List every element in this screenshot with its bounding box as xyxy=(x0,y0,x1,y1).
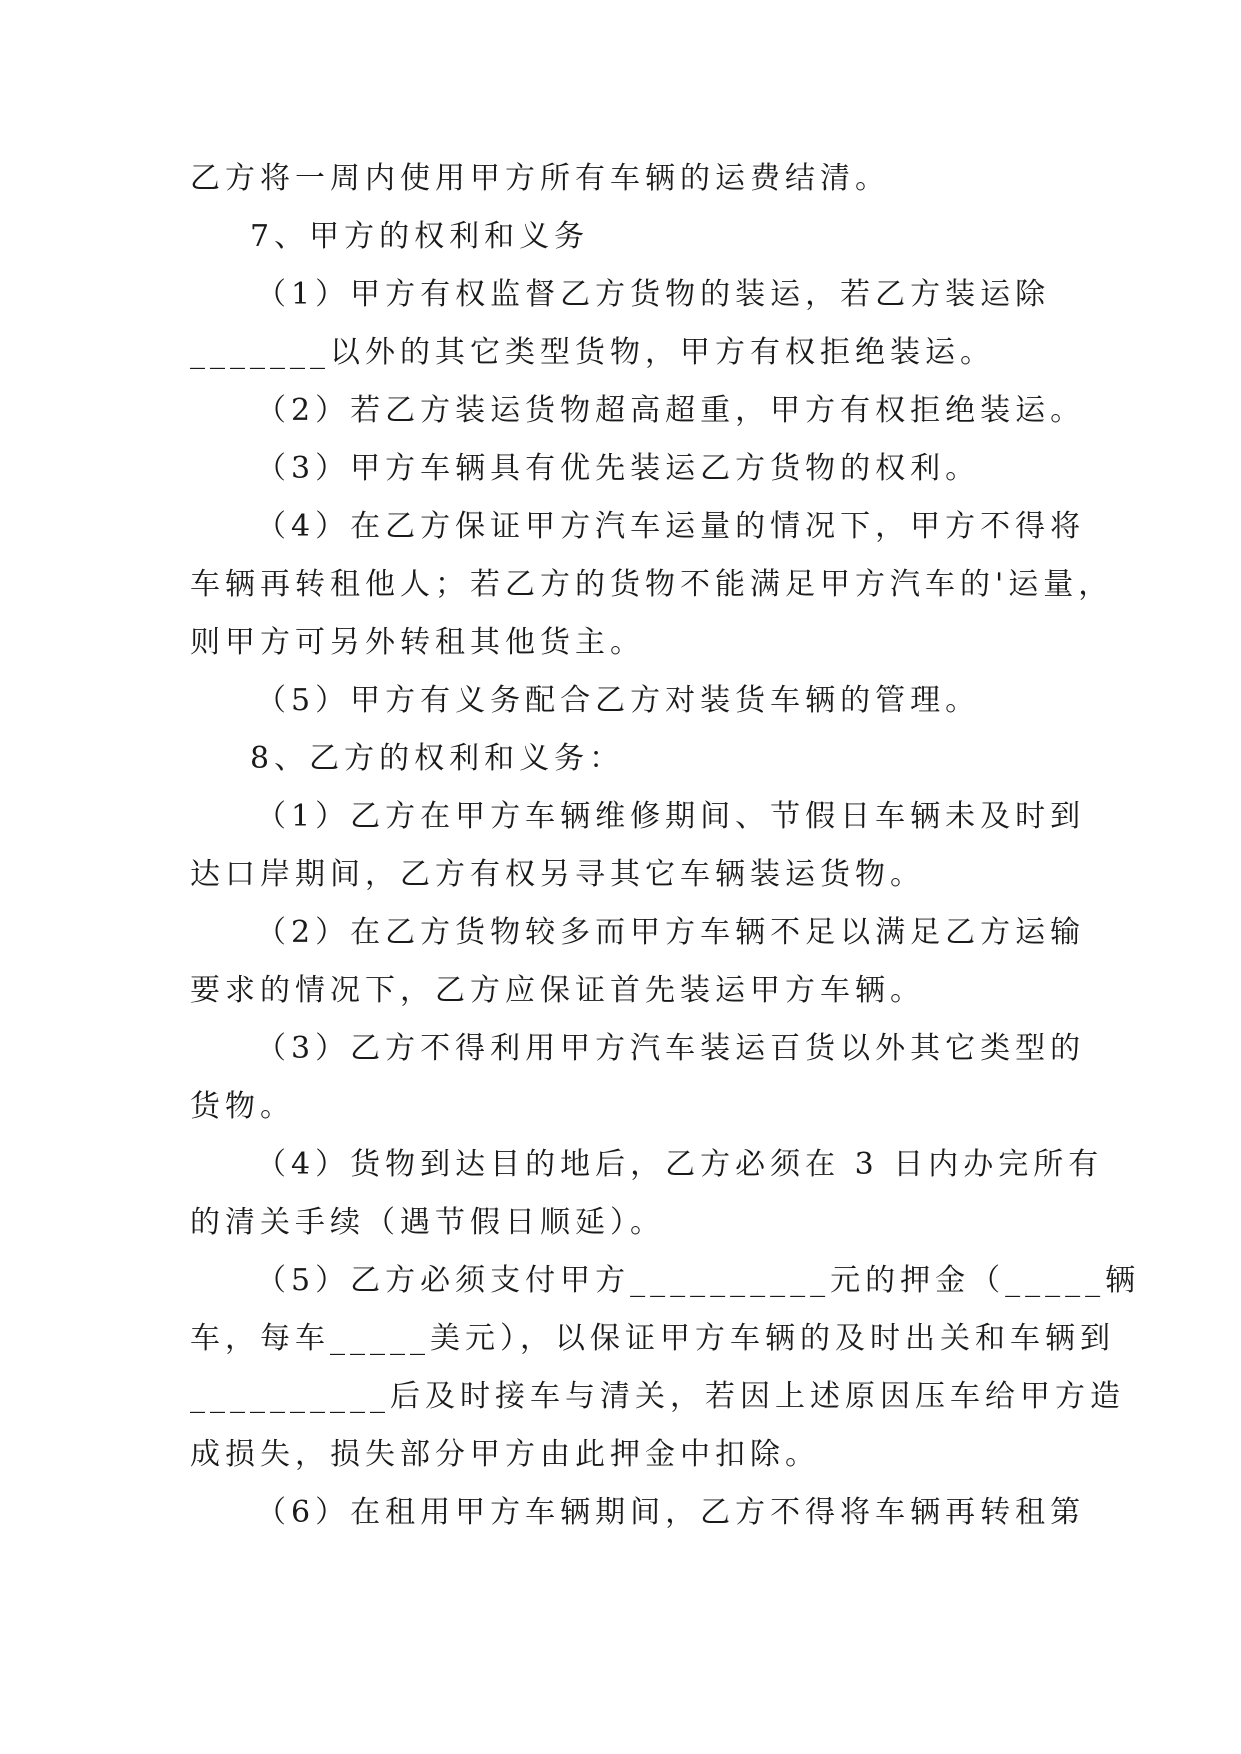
clause-line: （5）甲方有义务配合乙方对装货车辆的管理。 xyxy=(256,683,981,718)
clause-line: 要求的情况下，乙方应保证首先装运甲方车辆。 xyxy=(190,973,925,1008)
clause-line: 的清关手续（遇节假日顺延）。 xyxy=(190,1205,665,1240)
section-heading: 7、甲方的权利和义务 xyxy=(250,219,590,254)
clause-line: （3）甲方车辆具有优先装运乙方货物的权利。 xyxy=(256,451,981,486)
clause-line: （4）货物到达目的地后，乙方必须在 3 日内办完所有 xyxy=(256,1147,1104,1182)
clause-line: _______以外的其它类型货物，甲方有权拒绝装运。 xyxy=(190,335,995,370)
clause-line: 货物。 xyxy=(190,1089,295,1124)
clause-line: __________后及时接车与清关，若因上述原因压车给甲方造 xyxy=(190,1379,1125,1414)
paragraph-line: 乙方将一周内使用甲方所有车辆的运费结清。 xyxy=(190,161,890,196)
clause-line: 则甲方可另外转租其他货主。 xyxy=(190,625,645,660)
clause-line: 车，每车_____美元），以保证甲方车辆的及时出关和车辆到 xyxy=(190,1321,1115,1356)
clause-line: （2）在乙方货物较多而甲方车辆不足以满足乙方运输 xyxy=(256,915,1086,950)
section-heading: 8、乙方的权利和义务： xyxy=(250,741,625,776)
clause-line: （6）在租用甲方车辆期间，乙方不得将车辆再转租第 xyxy=(256,1495,1086,1530)
clause-line: （5）乙方必须支付甲方__________元的押金（_____辆 xyxy=(256,1263,1141,1298)
clause-line: 达口岸期间，乙方有权另寻其它车辆装运货物。 xyxy=(190,857,925,892)
clause-line: 车辆再转租他人；若乙方的货物不能满足甲方汽车的'运量， xyxy=(190,567,1114,602)
document-page xyxy=(190,150,1141,1542)
clause-line: 成损失，损失部分甲方由此押金中扣除。 xyxy=(190,1437,820,1472)
clause-line: （1）甲方有权监督乙方货物的装运，若乙方装运除 xyxy=(256,277,1051,312)
clause-line: （2）若乙方装运货物超高超重，甲方有权拒绝装运。 xyxy=(256,393,1086,428)
clause-line: （3）乙方不得利用甲方汽车装运百货以外其它类型的 xyxy=(256,1031,1086,1066)
clause-line: （4）在乙方保证甲方汽车运量的情况下，甲方不得将 xyxy=(256,509,1086,544)
clause-line: （1）乙方在甲方车辆维修期间、节假日车辆未及时到 xyxy=(256,799,1086,834)
